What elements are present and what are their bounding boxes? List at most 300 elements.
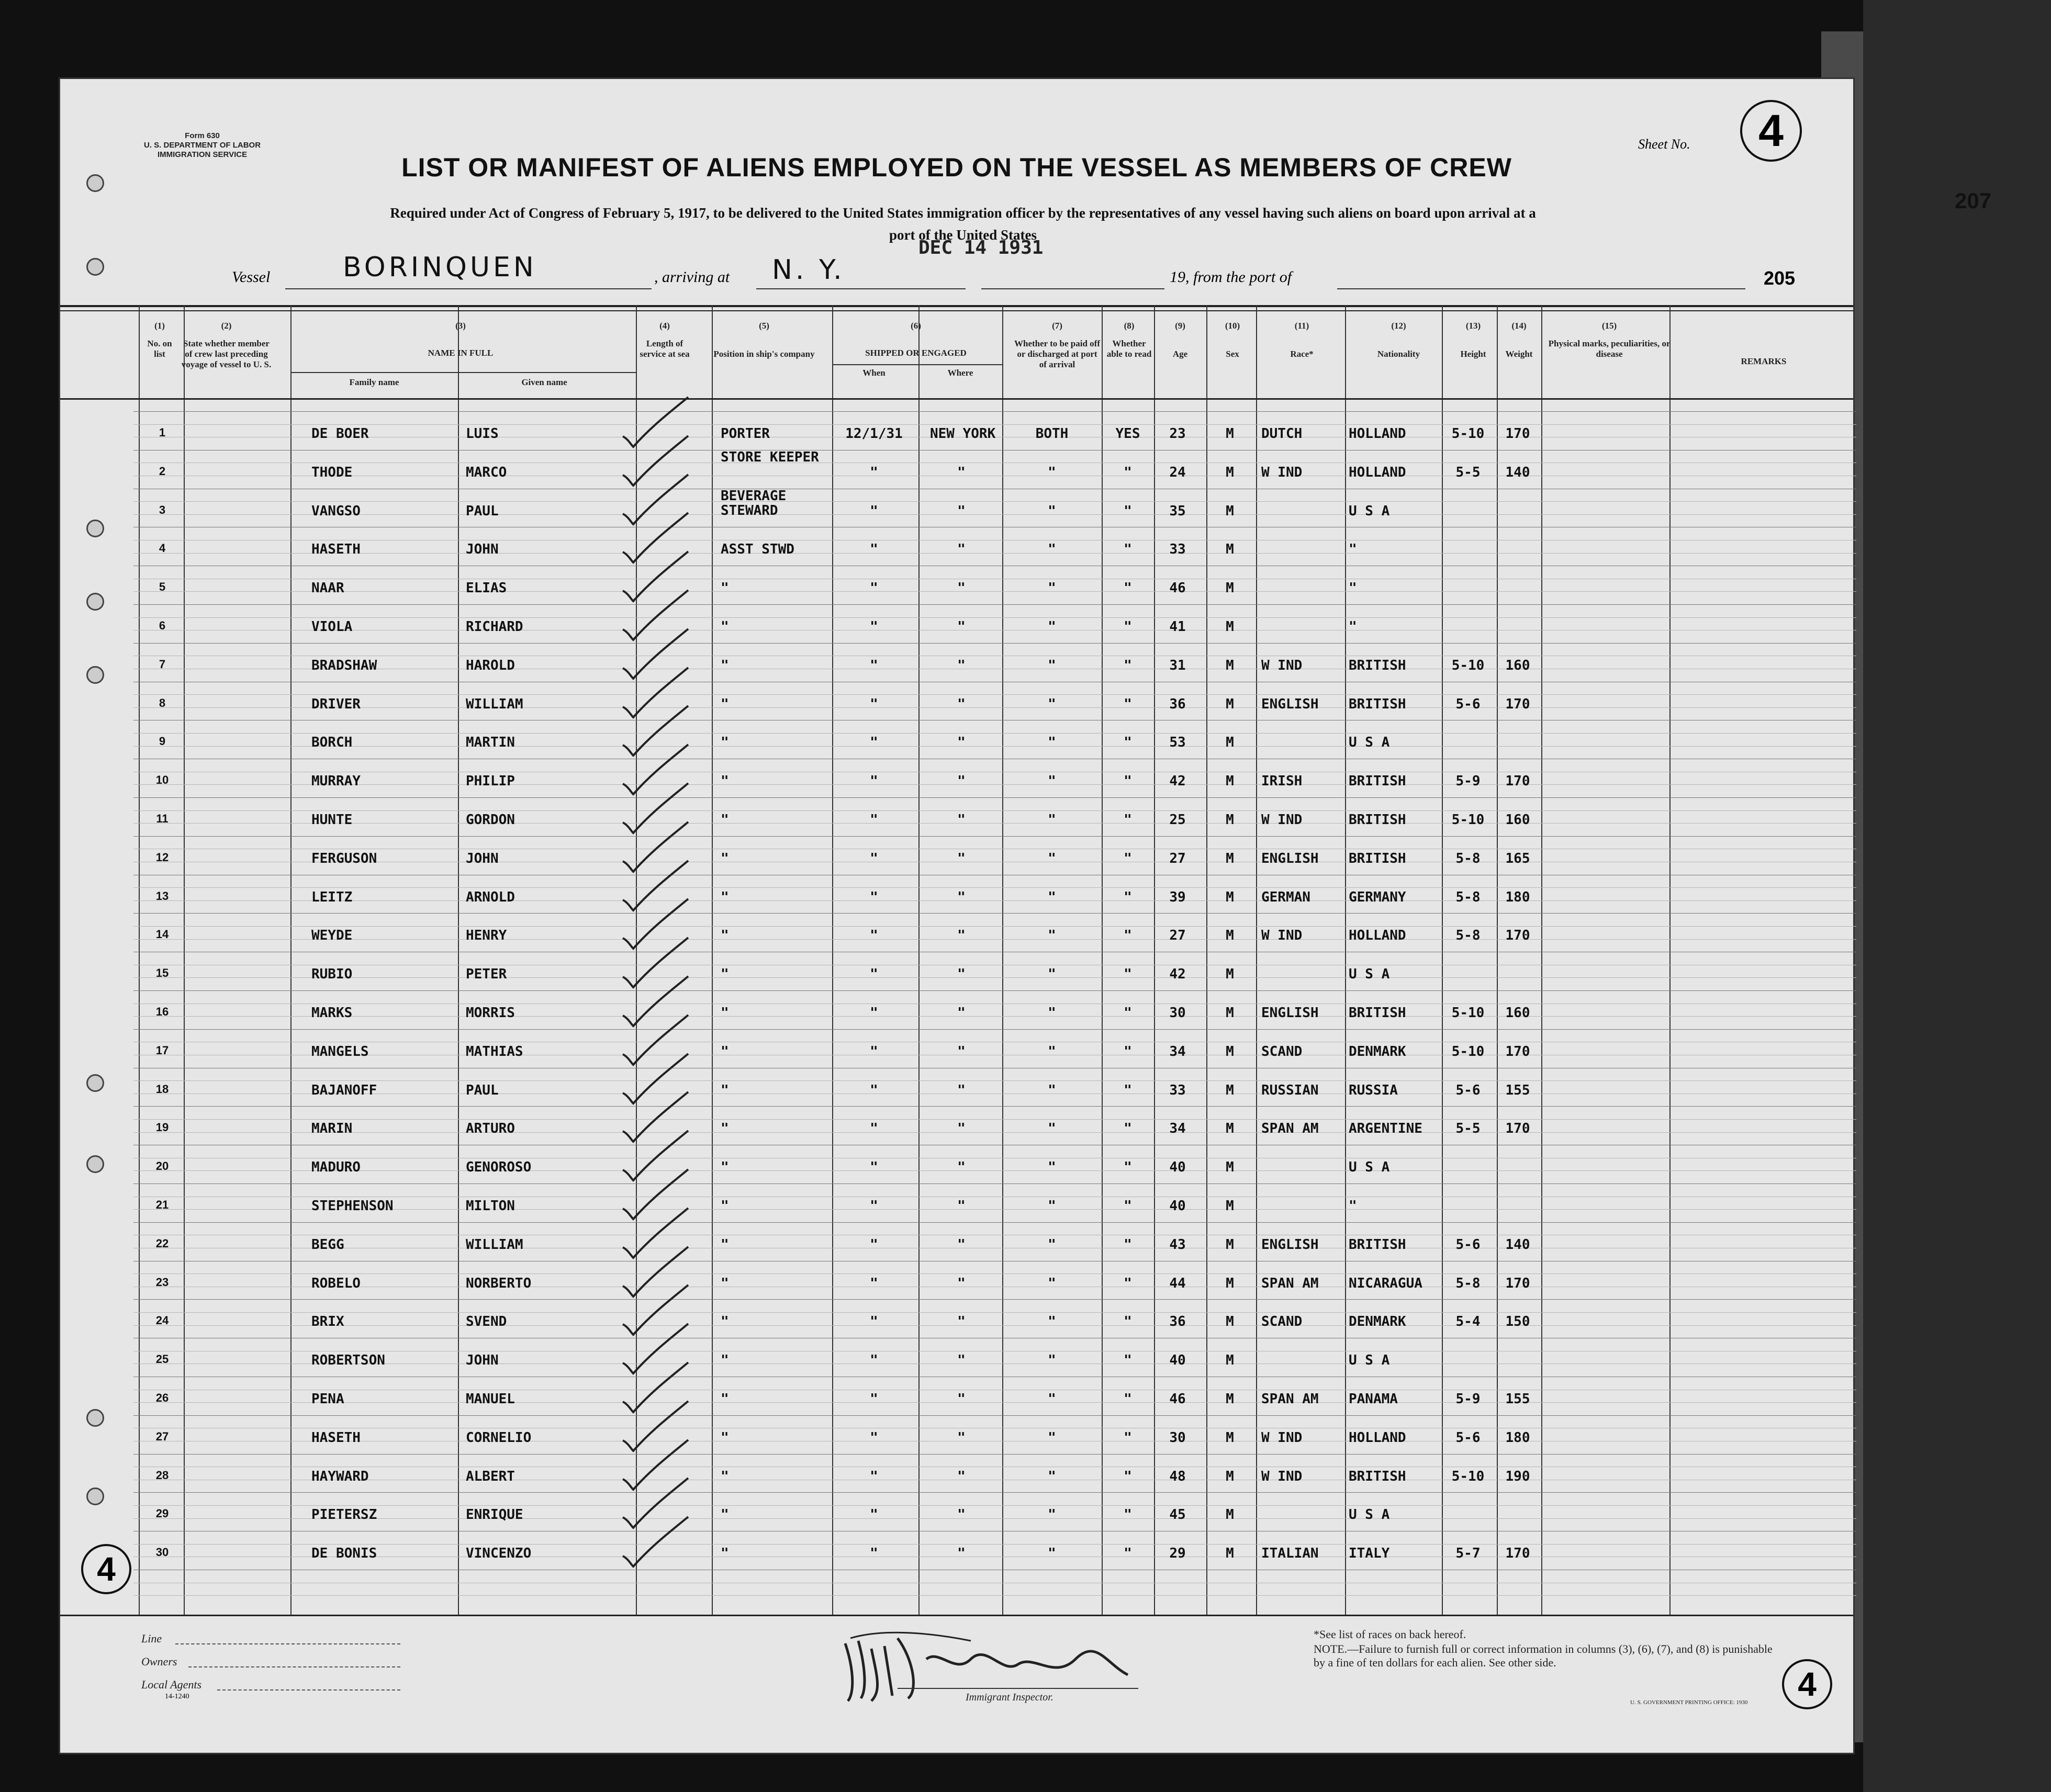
able-to-read-cell: " xyxy=(1124,464,1132,480)
row-rule xyxy=(133,913,1856,914)
col9-num: (9) xyxy=(1175,321,1185,331)
height-cell: 5-6 xyxy=(1455,1429,1481,1446)
given-name-cell: ELIAS xyxy=(466,580,507,596)
sex-cell: M xyxy=(1226,1546,1234,1562)
position-cell: " xyxy=(721,966,729,983)
sex-cell: M xyxy=(1226,426,1234,442)
given-name-cell: MARCO xyxy=(466,464,507,480)
row-rule xyxy=(133,1505,1856,1506)
height-cell: 5-8 xyxy=(1455,1275,1481,1291)
shipped-when-cell: " xyxy=(870,735,878,751)
col11-header xyxy=(1259,321,1345,359)
weight-cell: 160 xyxy=(1505,812,1530,828)
nationality-cell: RUSSIA xyxy=(1349,1082,1398,1098)
sex-cell: M xyxy=(1226,1236,1234,1253)
nationality-cell: U S A xyxy=(1349,966,1390,983)
height-cell: 5-10 xyxy=(1451,812,1485,828)
nationality-cell: " xyxy=(1349,619,1357,635)
race-cell: W IND xyxy=(1261,1468,1303,1484)
shipped-where-cell: " xyxy=(957,464,966,480)
col3-header xyxy=(290,321,631,358)
given-name-cell: GORDON xyxy=(466,812,515,828)
row-number-cell: 19 xyxy=(155,1121,169,1134)
row-number-cell: 25 xyxy=(155,1353,169,1366)
col5-num: (5) xyxy=(759,321,769,331)
able-to-read-cell: " xyxy=(1124,503,1132,519)
family-name-cell: WEYDE xyxy=(311,928,353,944)
side-page-number: 207 xyxy=(1955,188,1992,213)
paid-off-cell: " xyxy=(1048,735,1056,751)
age-cell: 23 xyxy=(1169,426,1186,442)
family-name-cell: ROBELO xyxy=(311,1275,361,1291)
row-rule xyxy=(133,424,1856,425)
race-cell: W IND xyxy=(1261,812,1303,828)
col10-num: (10) xyxy=(1225,321,1240,331)
shipped-where-cell: " xyxy=(957,1391,966,1407)
race-cell: SCAND xyxy=(1261,1043,1303,1060)
row-rule xyxy=(133,733,1856,734)
age-cell: 31 xyxy=(1169,657,1186,673)
shipped-where-cell: " xyxy=(957,619,966,635)
printing-office: U. S. GOVERNMENT PRINTING OFFICE: 1930 xyxy=(1630,1699,1748,1706)
sex-cell: M xyxy=(1226,580,1234,596)
family-name-cell: PENA xyxy=(311,1391,344,1407)
nationality-cell: HOLLAND xyxy=(1349,928,1406,944)
nationality-cell: BRITISH xyxy=(1349,1005,1406,1021)
row-rule xyxy=(133,887,1856,888)
able-to-read-cell: " xyxy=(1124,542,1132,558)
binder-hole xyxy=(86,593,104,611)
paid-off-cell: " xyxy=(1048,1468,1056,1484)
position-cell: " xyxy=(721,1314,729,1330)
family-name-cell: MANGELS xyxy=(311,1043,369,1060)
col8-header xyxy=(1104,321,1154,359)
position-cell: " xyxy=(721,1391,729,1407)
position-cell: BEVERAGE STEWARD xyxy=(721,488,787,519)
shipped-when-cell: " xyxy=(870,503,878,519)
shipped-where-cell: " xyxy=(957,1043,966,1060)
row-number-cell: 24 xyxy=(155,1314,169,1327)
col2-header xyxy=(181,321,272,370)
row-number-cell: 26 xyxy=(155,1391,169,1404)
age-cell: 33 xyxy=(1169,542,1186,558)
weight-cell: 140 xyxy=(1505,464,1530,480)
shipped-when-cell: " xyxy=(870,1507,878,1523)
header-bottom-rule xyxy=(60,398,1853,400)
shipped-when-cell: " xyxy=(870,1353,878,1369)
age-cell: 53 xyxy=(1169,735,1186,751)
shipped-when-cell: " xyxy=(870,1082,878,1098)
row-number-cell: 13 xyxy=(155,889,169,903)
row-number-cell: 22 xyxy=(155,1236,169,1250)
shipped-where-cell: " xyxy=(957,966,966,983)
nationality-cell: " xyxy=(1349,542,1357,558)
weight-cell: 140 xyxy=(1505,1236,1530,1253)
sex-cell: M xyxy=(1226,1043,1234,1060)
shipped-where-cell: " xyxy=(957,773,966,790)
family-name-cell: HAYWARD xyxy=(311,1468,369,1484)
shipped-where-cell: " xyxy=(957,1314,966,1330)
where-header: Where xyxy=(947,368,973,378)
height-cell: 5-10 xyxy=(1451,657,1485,673)
form-number: Form 630 xyxy=(185,131,220,140)
height-cell: 5-5 xyxy=(1455,1121,1481,1137)
sex-cell: M xyxy=(1226,619,1234,635)
family-name-header: Family name xyxy=(349,377,399,387)
sex-cell: M xyxy=(1226,889,1234,905)
position-cell: " xyxy=(721,1121,729,1137)
col1-num: (1) xyxy=(154,321,165,331)
paid-off-cell: " xyxy=(1048,850,1056,866)
age-cell: 46 xyxy=(1169,580,1186,596)
service-check-mark xyxy=(615,1514,693,1572)
row-number-cell: 12 xyxy=(155,850,169,864)
shipped-where-cell: NEW YORK xyxy=(930,426,996,442)
family-name-cell: MARIN xyxy=(311,1121,353,1137)
height-cell: 5-8 xyxy=(1455,889,1481,905)
position-cell: " xyxy=(721,812,729,828)
agents-field xyxy=(217,1689,400,1690)
sex-cell: M xyxy=(1226,1275,1234,1291)
inspector-label: Immigrant Inspector. xyxy=(966,1692,1053,1703)
binder-hole xyxy=(86,520,104,537)
row-number-cell: 8 xyxy=(159,696,166,709)
shipped-when-cell: " xyxy=(870,889,878,905)
shipped-where-cell: " xyxy=(957,1353,966,1369)
family-name-cell: BRADSHAW xyxy=(311,657,377,673)
sheet-number-label: Sheet No. xyxy=(1638,137,1690,152)
sex-cell: M xyxy=(1226,503,1234,519)
row-number-cell: 17 xyxy=(155,1043,169,1057)
age-cell: 36 xyxy=(1169,696,1186,712)
row-rule xyxy=(133,1492,1856,1493)
row-number-cell: 23 xyxy=(155,1275,169,1289)
weight-cell: 155 xyxy=(1505,1082,1530,1098)
age-cell: 30 xyxy=(1169,1005,1186,1021)
given-name-cell: JOHN xyxy=(466,850,499,866)
weight-cell: 170 xyxy=(1505,773,1530,790)
able-to-read-cell: " xyxy=(1124,1429,1132,1446)
col2-num: (2) xyxy=(221,321,232,331)
nationality-cell: BRITISH xyxy=(1349,696,1406,712)
family-name-cell: PIETERSZ xyxy=(311,1507,377,1523)
row-number-cell: 30 xyxy=(155,1546,169,1559)
paid-off-cell: " xyxy=(1048,464,1056,480)
col15-label: Physical marks, peculiarities, or disease xyxy=(1548,339,1671,359)
weight-cell: 150 xyxy=(1505,1314,1530,1330)
able-to-read-cell: " xyxy=(1124,889,1132,905)
able-to-read-cell: " xyxy=(1124,850,1132,866)
given-name-cell: PHILIP xyxy=(466,773,515,790)
sex-cell: M xyxy=(1226,1429,1234,1446)
sex-cell: M xyxy=(1226,464,1234,480)
table-top-rule-2 xyxy=(60,310,1853,311)
given-name-cell: PETER xyxy=(466,966,507,983)
family-name-cell: MURRAY xyxy=(311,773,361,790)
date-line xyxy=(981,262,1164,289)
weight-cell: 170 xyxy=(1505,1121,1530,1137)
col6-header xyxy=(830,321,1002,358)
given-name-cell: CORNELIO xyxy=(466,1429,532,1446)
position-cell: " xyxy=(721,619,729,635)
weight-cell: 190 xyxy=(1505,1468,1530,1484)
shipped-where-cell: " xyxy=(957,1121,966,1137)
row-rule xyxy=(133,1454,1856,1455)
row-rule xyxy=(133,900,1856,901)
sex-cell: M xyxy=(1226,928,1234,944)
given-name-header: Given name xyxy=(521,377,567,387)
given-name-cell: WILLIAM xyxy=(466,1236,523,1253)
nationality-cell: ITALY xyxy=(1349,1546,1390,1562)
shipped-when-cell: " xyxy=(870,1314,878,1330)
col14-label: Weight xyxy=(1505,349,1533,359)
paid-off-cell: " xyxy=(1048,773,1056,790)
height-cell: 5-4 xyxy=(1455,1314,1481,1330)
able-to-read-cell: " xyxy=(1124,696,1132,712)
col10-label: Sex xyxy=(1226,349,1239,359)
given-name-cell: HENRY xyxy=(466,928,507,944)
position-cell: " xyxy=(721,657,729,673)
paid-off-cell: " xyxy=(1048,1507,1056,1523)
height-cell: 5-10 xyxy=(1451,426,1485,442)
age-cell: 42 xyxy=(1169,966,1186,983)
paid-off-cell: " xyxy=(1048,1429,1056,1446)
col3-num: (3) xyxy=(455,321,466,331)
position-cell: ASST STWD xyxy=(721,542,794,558)
from-port-label: , from the port of xyxy=(1185,268,1292,286)
shipped-where-cell: " xyxy=(957,1082,966,1098)
family-name-cell: FERGUSON xyxy=(311,850,377,866)
position-cell: " xyxy=(721,1005,729,1021)
position-cell: " xyxy=(721,1043,729,1060)
paid-off-cell: " xyxy=(1048,1391,1056,1407)
able-to-read-cell: " xyxy=(1124,619,1132,635)
shipped-where-cell: " xyxy=(957,1468,966,1484)
sex-cell: M xyxy=(1226,657,1234,673)
nationality-cell: HOLLAND xyxy=(1349,464,1406,480)
row-rule xyxy=(133,797,1856,798)
paid-off-cell: " xyxy=(1048,966,1056,983)
sheet-number-circle: 4 xyxy=(1740,100,1802,162)
age-cell: 40 xyxy=(1169,1198,1186,1214)
family-name-cell: ROBERTSON xyxy=(311,1353,385,1369)
race-cell: ITALIAN xyxy=(1261,1546,1319,1562)
age-cell: 35 xyxy=(1169,503,1186,519)
given-name-cell: MATHIAS xyxy=(466,1043,523,1060)
shipped-when-cell: " xyxy=(870,580,878,596)
page-number: 205 xyxy=(1764,267,1796,289)
weight-cell: 155 xyxy=(1505,1391,1530,1407)
line-field xyxy=(175,1643,400,1644)
height-cell: 5-8 xyxy=(1455,850,1481,866)
given-name-cell: SVEND xyxy=(466,1314,507,1330)
race-cell: SCAND xyxy=(1261,1314,1303,1330)
col15-header xyxy=(1546,321,1672,359)
height-cell: 5-8 xyxy=(1455,928,1481,944)
height-cell: 5-10 xyxy=(1451,1005,1485,1021)
binder-hole xyxy=(86,1487,104,1505)
age-cell: 24 xyxy=(1169,464,1186,480)
family-name-cell: RUBIO xyxy=(311,966,353,983)
family-name-cell: STEPHENSON xyxy=(311,1198,394,1214)
shipped-when-cell: " xyxy=(870,1391,878,1407)
shipped-where-cell: " xyxy=(957,1275,966,1291)
nationality-cell: DENMARK xyxy=(1349,1043,1406,1060)
sex-cell: M xyxy=(1226,735,1234,751)
weight-cell: 170 xyxy=(1505,1546,1530,1562)
shipped-when-cell: " xyxy=(870,1236,878,1253)
sex-cell: M xyxy=(1226,850,1234,866)
able-to-read-cell: YES xyxy=(1115,426,1140,442)
shipped-where-cell: " xyxy=(957,812,966,828)
shipped-when-cell: " xyxy=(870,1005,878,1021)
age-cell: 45 xyxy=(1169,1507,1186,1523)
page-title: LIST OR MANIFEST OF ALIENS EMPLOYED ON THE VESSEL AS MEMBERS OF CREW xyxy=(401,153,1512,182)
position-cell: " xyxy=(721,735,729,751)
col4-num: (4) xyxy=(659,321,670,331)
header-subrule xyxy=(832,364,1002,365)
row-number-cell: 27 xyxy=(155,1429,169,1443)
row-rule xyxy=(133,1325,1856,1326)
shipped-when-cell: " xyxy=(870,1198,878,1214)
manifest-sheet xyxy=(59,77,1855,1754)
col5-label: Position in ship's company xyxy=(713,349,815,359)
shipped-where-cell: " xyxy=(957,580,966,596)
able-to-read-cell: " xyxy=(1124,1043,1132,1060)
col8-label: Whether able to read xyxy=(1106,339,1152,359)
age-cell: 39 xyxy=(1169,889,1186,905)
sex-cell: M xyxy=(1226,1314,1234,1330)
nationality-cell: BRITISH xyxy=(1349,812,1406,828)
age-cell: 40 xyxy=(1169,1159,1186,1176)
sex-cell: M xyxy=(1226,812,1234,828)
position-cell: STORE KEEPER xyxy=(721,449,819,465)
weight-cell: 180 xyxy=(1505,889,1530,905)
family-name-cell: NAAR xyxy=(311,580,344,596)
given-name-cell: WILLIAM xyxy=(466,696,523,712)
shipped-when-cell: " xyxy=(870,812,878,828)
sex-cell: M xyxy=(1226,696,1234,712)
row-number-cell: 3 xyxy=(159,503,166,516)
family-name-cell: LEITZ xyxy=(311,889,353,905)
nationality-cell: HOLLAND xyxy=(1349,1429,1406,1446)
position-cell: " xyxy=(721,1353,729,1369)
agents-label: Local Agents xyxy=(141,1678,202,1691)
service-name: IMMIGRATION SERVICE xyxy=(157,150,248,159)
age-cell: 33 xyxy=(1169,1082,1186,1098)
row-rule xyxy=(133,926,1856,927)
nationality-cell: BRITISH xyxy=(1349,1468,1406,1484)
paid-off-cell: " xyxy=(1048,1005,1056,1021)
nationality-cell: BRITISH xyxy=(1349,1236,1406,1253)
col13-label: Height xyxy=(1460,349,1486,359)
row-number-cell: 20 xyxy=(155,1159,169,1173)
vessel-name: BORINQUEN xyxy=(343,252,537,283)
age-cell: 46 xyxy=(1169,1391,1186,1407)
age-cell: 40 xyxy=(1169,1353,1186,1369)
row-rule xyxy=(133,1544,1856,1545)
row-rule xyxy=(133,1312,1856,1313)
given-name-cell: PAUL xyxy=(466,1082,499,1098)
row-rule xyxy=(133,1170,1856,1171)
sex-cell: M xyxy=(1226,1082,1234,1098)
shipped-where-cell: " xyxy=(957,1159,966,1176)
given-name-cell: MILTON xyxy=(466,1198,515,1214)
sex-cell: M xyxy=(1226,1005,1234,1021)
shipped-where-cell: " xyxy=(957,850,966,866)
nationality-cell: U S A xyxy=(1349,1353,1390,1369)
sex-cell: M xyxy=(1226,542,1234,558)
shipped-when-cell: " xyxy=(870,1043,878,1060)
row-number-cell: 1 xyxy=(159,426,166,439)
nationality-cell: U S A xyxy=(1349,503,1390,519)
sex-cell: M xyxy=(1226,1159,1234,1176)
race-cell: ENGLISH xyxy=(1261,850,1319,866)
col12-label: Nationality xyxy=(1377,349,1420,359)
given-name-cell: ENRIQUE xyxy=(466,1507,523,1523)
col8-num: (8) xyxy=(1124,321,1135,331)
position-cell: " xyxy=(721,889,729,905)
weight-cell: 165 xyxy=(1505,850,1530,866)
paid-off-cell: " xyxy=(1048,580,1056,596)
col1-label: No. on list xyxy=(147,339,172,359)
able-to-read-cell: " xyxy=(1124,735,1132,751)
able-to-read-cell: " xyxy=(1124,580,1132,596)
age-cell: 42 xyxy=(1169,773,1186,790)
shipped-where-cell: " xyxy=(957,1236,966,1253)
family-name-cell: DE BOER xyxy=(311,426,369,442)
paid-off-cell: " xyxy=(1048,1236,1056,1253)
col11-label: Race* xyxy=(1290,349,1314,359)
sex-cell: M xyxy=(1226,773,1234,790)
paid-off-cell: " xyxy=(1048,1121,1056,1137)
race-cell: ENGLISH xyxy=(1261,1005,1319,1021)
position-cell: " xyxy=(721,696,729,712)
family-name-cell: HASETH xyxy=(311,542,361,558)
row-rule xyxy=(133,1518,1856,1519)
sex-cell: M xyxy=(1226,1391,1234,1407)
paid-off-cell: " xyxy=(1048,889,1056,905)
age-cell: 29 xyxy=(1169,1546,1186,1562)
paid-off-cell: " xyxy=(1048,812,1056,828)
col5-header xyxy=(712,321,816,359)
col12-num: (12) xyxy=(1391,321,1406,331)
given-name-cell: ALBERT xyxy=(466,1468,515,1484)
col6-label: SHIPPED OR ENGAGED xyxy=(865,348,967,358)
position-cell: " xyxy=(721,1429,729,1446)
shipped-when-cell: " xyxy=(870,1275,878,1291)
race-cell: W IND xyxy=(1261,464,1303,480)
paid-off-cell: " xyxy=(1048,1546,1056,1562)
race-cell: SPAN AM xyxy=(1261,1391,1319,1407)
able-to-read-cell: " xyxy=(1124,773,1132,790)
col13-num: (13) xyxy=(1465,321,1481,331)
height-cell: 5-5 xyxy=(1455,464,1481,480)
row-rule xyxy=(133,1222,1856,1223)
family-name-cell: DE BONIS xyxy=(311,1546,377,1562)
position-cell: " xyxy=(721,1507,729,1523)
nationality-cell: PANAMA xyxy=(1349,1391,1398,1407)
race-cell: DUTCH xyxy=(1261,426,1303,442)
able-to-read-cell: " xyxy=(1124,1353,1132,1369)
date-stamp: DEC 14 1931 xyxy=(918,237,1044,258)
remarks-header: REMARKS xyxy=(1741,356,1787,366)
shipped-when-cell: " xyxy=(870,928,878,944)
shipped-where-cell: " xyxy=(957,1507,966,1523)
nationality-cell: U S A xyxy=(1349,735,1390,751)
shipped-when-cell: " xyxy=(870,464,878,480)
shipped-when-cell: 12/1/31 xyxy=(845,426,903,442)
